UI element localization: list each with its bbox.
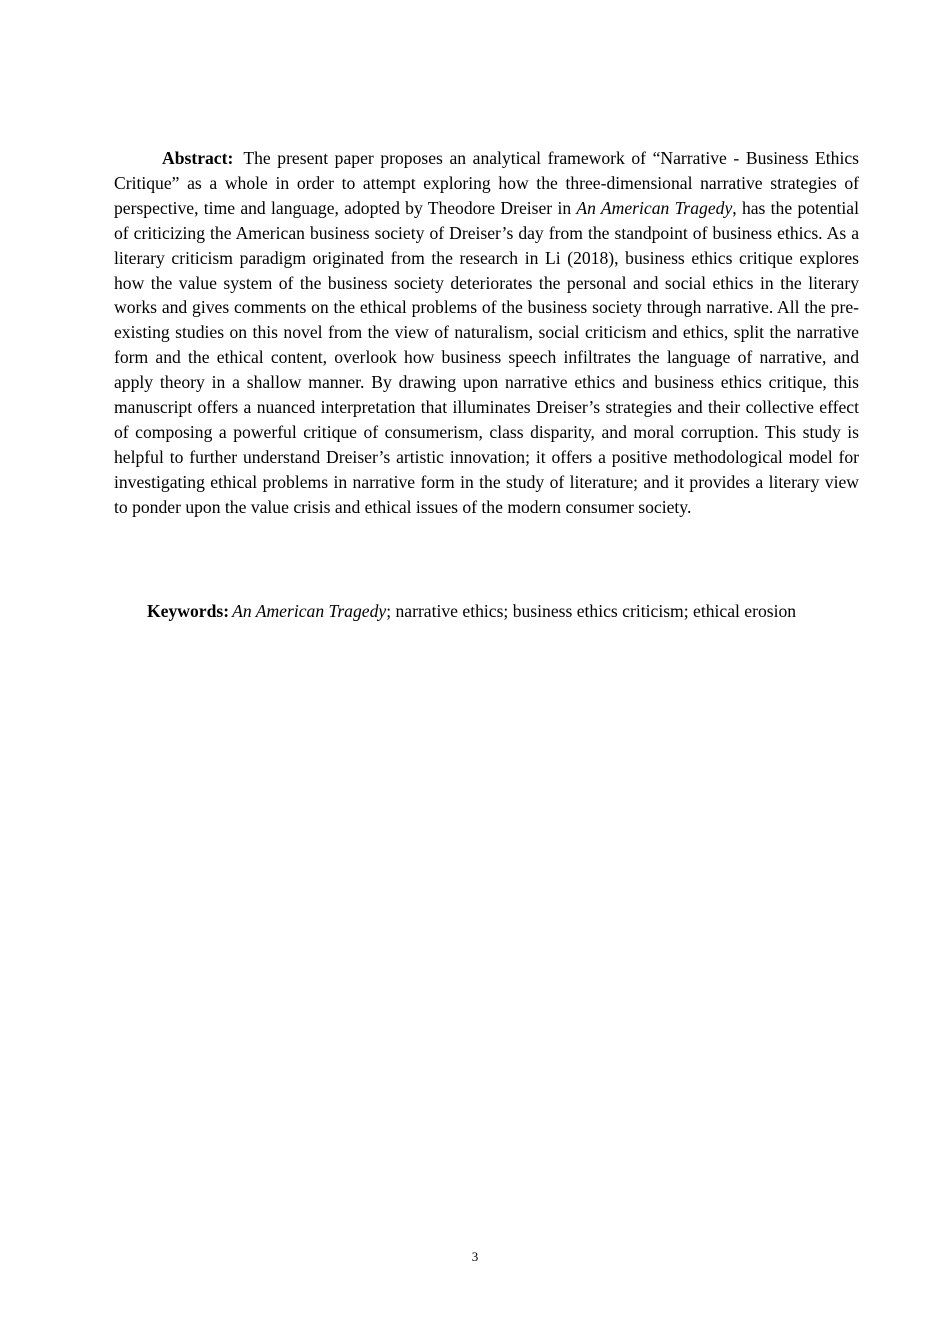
abstract-book-title: An American Tragedy — [576, 197, 733, 218]
keywords-label: Keywords: — [147, 601, 230, 621]
keywords-line — [147, 599, 859, 624]
abstract-text-part-2: , has the potential of criticizing the American business society of Dreiser’s day from the standpoint of business ethics. As a literary criticism paradigm originated from the research in Li (2018), business ethics critique explores how the value system of the business society deteriorates the personal and social ethics in the literary works and gives comments on the ethical problems of the business society through narrative. All the pre-existing studies on this novel from the view of naturalism, social criticism and ethics, split the narrative form and the ethical content, overlook how business speech infiltrates the language of narrative, and apply theory in a shallow manner. By drawing upon narrative ethics and business ethics critique, this manuscript offers a nuanced interpretation that illuminates Dreiser’s strategies and their collective effect of composing a powerful critique of consumerism, class disparity, and moral corruption. This study is helpful to further understand Dreiser’s artistic innovation; it offers a positive methodological model for investigating ethical problems in narrative form in the study of literature; and it provides a literary view to ponder upon the value crisis and ethical issues of the modern consumer society. — [114, 197, 859, 517]
abstract-label: Abstract: — [162, 148, 234, 168]
page-number: 3 — [471, 1249, 479, 1264]
keywords-list: ; narrative ethics; business ethics criticism; ethical erosion — [386, 601, 797, 621]
abstract-paragraph — [114, 146, 859, 520]
abstract-text-part-1: The present paper proposes an analytical framework of “Narrative - Business Ethics Critique” as a whole in order to attempt exploring how the three-dimensional narrative strategies of perspective, time and language, adopted by Theodore Dreiser in — [114, 148, 859, 218]
keywords-book-title: An American Tragedy — [232, 601, 387, 621]
